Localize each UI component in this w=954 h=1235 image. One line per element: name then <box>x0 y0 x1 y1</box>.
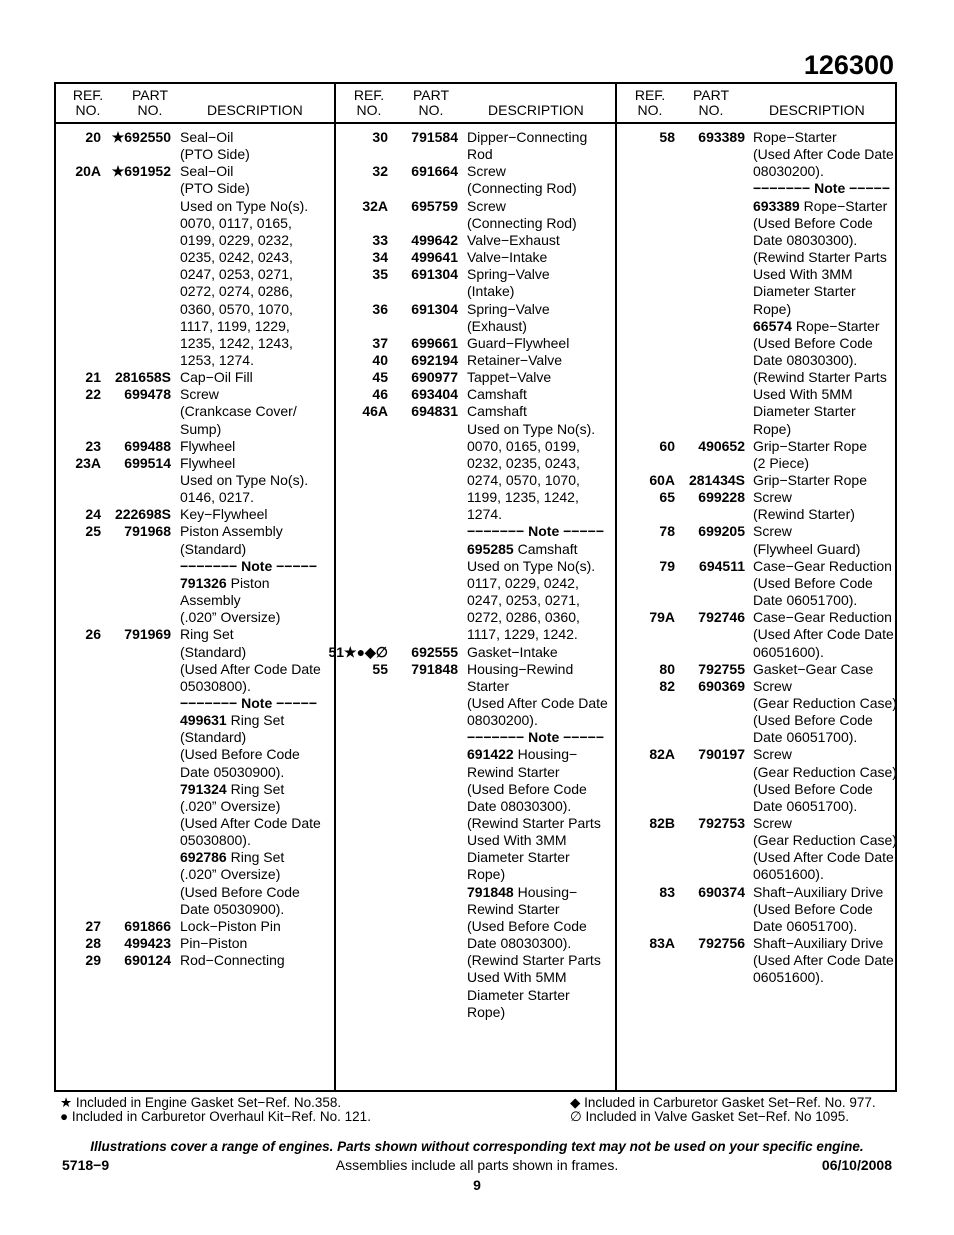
part-description-line: 05030800). <box>180 677 251 694</box>
part-description-line: Used on Type No(s). <box>180 197 309 214</box>
part-description-line: Valve−Exhaust <box>467 231 560 248</box>
part-description-line: 08030200). <box>753 163 824 180</box>
part-description-line: (Used After Code Date <box>180 660 321 677</box>
part-description-line: (.020” Oversize) <box>180 866 281 883</box>
part-description-line: 791326 Piston <box>180 574 270 591</box>
part-description-line: −−−−−−− Note −−−−− <box>753 180 890 197</box>
ref-number: 29 <box>85 952 101 969</box>
part-description-line: Gasket−Gear Case <box>753 660 874 677</box>
part-description-line: (Used After Code Date <box>753 626 894 643</box>
part-description-line: (Flywheel Guard) <box>753 540 861 557</box>
part-description-line: Flywheel <box>180 454 236 471</box>
part-description-line: 791848 Housing− <box>467 883 578 900</box>
part-description-line: (.020” Oversize) <box>180 797 281 814</box>
part-number: 691304 <box>411 266 458 283</box>
legend-diamond: ◆ Included in Carburetor Gasket Set−Ref. No. 977. <box>570 1095 876 1110</box>
part-description-line: 0247, 0253, 0271, <box>467 592 580 609</box>
part-description-line: Screw <box>180 386 219 403</box>
part-description-line: (Connecting Rod) <box>467 214 577 231</box>
part-description-line: Used With 5MM <box>467 969 567 986</box>
part-description-line: Diameter Starter <box>753 403 856 420</box>
part-description-line: Screw <box>467 163 506 180</box>
ref-number: 32A <box>362 197 388 214</box>
part-description-line: (Used After Code Date <box>753 952 894 969</box>
part-description-line: Rewind Starter <box>467 763 560 780</box>
part-number: 692194 <box>411 351 458 368</box>
part-description-line: Date 06051700). <box>753 917 858 934</box>
part-description-line: 791324 Ring Set <box>180 780 285 797</box>
part-number: ★691952 <box>111 163 171 180</box>
part-description-line: (Rewind Starter Parts <box>753 369 887 386</box>
part-description-line: Case−Gear Reduction <box>753 557 892 574</box>
part-description-line: Used on Type No(s). <box>467 420 596 437</box>
part-number: 690977 <box>411 369 458 386</box>
part-description-line: (Connecting Rod) <box>467 180 577 197</box>
part-description-line: Spring−Valve <box>467 266 550 283</box>
part-description-line: Valve−Intake <box>467 249 548 266</box>
part-description-line: Screw <box>467 197 506 214</box>
part-description-line: (Used Before Code <box>753 780 873 797</box>
assemblies-note: Assemblies include all parts shown in frames. <box>335 1157 619 1173</box>
part-description-line: 0070, 0117, 0165, <box>180 214 292 231</box>
part-number: 699514 <box>124 454 171 471</box>
part-description-line: (PTO Side) <box>180 146 250 163</box>
ref-number: 60 <box>659 437 675 454</box>
part-description-line: (Used Before Code <box>753 574 873 591</box>
part-description-line: Used With 3MM <box>753 266 853 283</box>
part-description-line: −−−−−−− Note −−−−− <box>180 557 317 574</box>
part-description-line: Flywheel <box>180 437 236 454</box>
part-description-line: (Rewind Starter Parts <box>467 952 601 969</box>
disclaimer: Illustrations cover a range of engines. Parts shown without corresponding text may not be used on your specific engine. <box>90 1139 864 1154</box>
ref-number: 78 <box>659 523 675 540</box>
ref-number: 80 <box>659 660 675 677</box>
part-description-line: 0360, 0570, 1070, <box>180 300 293 317</box>
ref-number: 45 <box>372 369 388 386</box>
ref-number: 60A <box>649 472 675 488</box>
part-number: 792746 <box>698 609 745 626</box>
part-description-line: Camshaft <box>467 403 527 420</box>
part-number: 693404 <box>411 386 458 403</box>
part-description-line: Date 06051700). <box>753 729 858 746</box>
part-description-line: Housing−Rewind <box>467 660 574 677</box>
part-description-line: Piston Assembly <box>180 523 283 540</box>
part-description-line: 1274. <box>467 506 503 523</box>
part-number: 699488 <box>124 437 171 454</box>
header-part-no: PART NO. <box>692 87 730 118</box>
ref-number: 24 <box>85 506 101 523</box>
part-description-line: Key−Flywheel <box>180 506 268 523</box>
part-number: 792756 <box>698 935 745 952</box>
part-description-line: (Standard) <box>180 540 247 557</box>
ref-number: 28 <box>85 935 101 952</box>
part-number: ★692550 <box>111 129 171 145</box>
part-description-line: 1199, 1235, 1242, <box>467 489 579 506</box>
part-description-line: (Standard) <box>180 643 247 660</box>
ref-number: 20 <box>85 129 101 145</box>
part-description-line: 06051600). <box>753 866 824 883</box>
part-description-line: Rope−Starter <box>753 129 837 145</box>
header-ref-no: REF. NO. <box>353 87 385 118</box>
part-description-line: 692786 Ring Set <box>180 849 285 866</box>
part-description-line: Rod−Connecting <box>180 952 285 969</box>
part-description-line: Starter <box>467 677 510 694</box>
part-description-line: 05030800). <box>180 832 251 849</box>
part-number: 281434S <box>688 472 745 488</box>
part-description-line: (Used After Code Date <box>467 694 608 711</box>
part-description-line: Date 08030300). <box>467 935 572 952</box>
ref-number: 65 <box>659 489 675 506</box>
part-description-line: 0232, 0235, 0243, <box>467 454 580 471</box>
part-description-line: (Gear Reduction Case) <box>753 763 897 780</box>
part-description-line: 0235, 0242, 0243, <box>180 249 293 266</box>
ref-number: 25 <box>85 523 101 540</box>
part-description-line: Screw <box>753 815 792 831</box>
part-description-line: Diameter Starter <box>467 849 570 866</box>
part-description-line: Rope) <box>753 420 792 437</box>
legend-star: ★ Included in Engine Gasket Set−Ref. No.358. <box>60 1095 342 1110</box>
part-description-line: 693389 Rope−Starter <box>753 197 888 214</box>
ref-number: 82A <box>649 746 675 763</box>
part-description-line: 06051600). <box>753 643 824 660</box>
ref-number: 40 <box>372 351 388 368</box>
part-description-line: Sump) <box>180 420 222 437</box>
part-description-line: Rod <box>467 146 493 163</box>
part-description-line: Screw <box>753 489 792 506</box>
part-description-line: 0272, 0286, 0360, <box>467 609 580 626</box>
part-description-line: Rewind Starter <box>467 900 560 917</box>
part-number: 790197 <box>698 746 745 763</box>
ref-number: 55 <box>372 660 388 677</box>
part-description-line: Assembly <box>180 592 241 609</box>
ref-number: 32 <box>372 163 388 180</box>
part-description-line: Used on Type No(s). <box>467 557 596 574</box>
ref-number: 83A <box>649 935 675 952</box>
part-description-line: (2 Piece) <box>753 454 810 471</box>
part-description-line: 08030200). <box>467 712 538 729</box>
part-description-line: (Gear Reduction Case) <box>753 832 897 849</box>
part-description-line: (Rewind Starter Parts <box>467 815 601 831</box>
part-number: 791969 <box>124 626 171 643</box>
part-description-line: Rope) <box>467 1003 506 1020</box>
part-number: 691866 <box>124 917 171 934</box>
part-number: 490652 <box>698 437 745 454</box>
part-description-line: 0199, 0229, 0232, <box>180 231 293 248</box>
part-description-line: 695285 Camshaft <box>467 540 578 557</box>
part-description-line: (Used After Code Date <box>753 849 894 866</box>
part-description-line: (Used Before Code <box>180 746 300 763</box>
part-description-line: Lock−Piston Pin <box>180 917 281 934</box>
part-number: 691304 <box>411 300 458 317</box>
part-description-line: Rope) <box>753 300 792 317</box>
part-number: 694831 <box>411 403 458 420</box>
part-description-line: (Used After Code Date <box>753 146 894 163</box>
part-description-line: −−−−−−− Note −−−−− <box>467 729 604 746</box>
part-number: 695759 <box>411 197 458 214</box>
ref-number: 27 <box>85 917 101 934</box>
part-description-line: Date 05030900). <box>180 900 285 917</box>
model-number: 126300 <box>803 50 894 80</box>
part-description-line: (Used Before Code <box>753 214 873 231</box>
part-description-line: (Crankcase Cover/ <box>180 403 297 420</box>
ref-number: 79A <box>649 609 675 626</box>
ref-number: 21 <box>85 369 101 386</box>
part-number: 699205 <box>698 523 745 540</box>
part-description-line: Gasket−Intake <box>467 643 558 660</box>
legend-empty-set: ∅ Included in Valve Gasket Set−Ref. No 1095. <box>570 1109 850 1124</box>
part-number: 791848 <box>411 660 458 677</box>
part-number: 499423 <box>124 935 171 952</box>
ref-number: 82B <box>649 815 675 831</box>
ref-number: 58 <box>659 129 675 145</box>
doc-number: 5718−9 <box>62 1157 110 1173</box>
part-description-line: 499631 Ring Set <box>180 712 285 729</box>
part-description-line: (PTO Side) <box>180 180 250 197</box>
part-number: 791584 <box>411 129 458 145</box>
part-description-line: Guard−Flywheel <box>467 334 570 351</box>
part-description-line: Pin−Piston <box>180 935 248 952</box>
part-description-line: Grip−Starter Rope <box>753 472 867 488</box>
header-part-no: PART NO. <box>131 87 169 118</box>
header-description: DESCRIPTION <box>488 102 584 118</box>
part-description-line: (Used Before Code <box>467 917 587 934</box>
part-number: 690369 <box>698 677 745 694</box>
part-description-line: Screw <box>753 677 792 694</box>
part-description-line: −−−−−−− Note −−−−− <box>180 694 317 711</box>
part-description-line: 691422 Housing− <box>467 746 578 763</box>
ref-number: 23 <box>85 437 101 454</box>
part-description-line: Cap−Oil Fill <box>180 369 253 386</box>
part-number: 792753 <box>698 815 745 831</box>
part-description-line: 0272, 0274, 0286, <box>180 283 293 300</box>
part-description-line: (Used Before Code <box>753 712 873 729</box>
part-description-line: (Used Before Code <box>467 780 587 797</box>
part-description-line: (Gear Reduction Case) <box>753 694 897 711</box>
part-description-line: (Exhaust) <box>467 317 527 334</box>
part-description-line: Dipper−Connecting <box>467 129 588 145</box>
part-description-line: (Standard) <box>180 729 247 746</box>
part-description-line: Shaft−Auxiliary Drive <box>753 883 884 900</box>
part-description-line: Date 08030300). <box>753 351 858 368</box>
part-description-line: Case−Gear Reduction <box>753 609 892 626</box>
part-description-line: 1117, 1199, 1229, <box>180 317 290 334</box>
part-description-line: Tappet−Valve <box>467 369 552 386</box>
page-number: 9 <box>473 1177 481 1193</box>
part-description-line: Diameter Starter <box>467 986 570 1003</box>
part-description-line: Shaft−Auxiliary Drive <box>753 935 884 952</box>
part-description-line: 0070, 0165, 0199, <box>467 437 580 454</box>
ref-number: 33 <box>372 231 388 248</box>
part-description-line: Grip−Starter Rope <box>753 437 867 454</box>
ref-number: 46A <box>362 403 388 420</box>
part-number: 690124 <box>124 952 171 969</box>
legend-dot: ● Included in Carburetor Overhaul Kit−Ref. No. 121. <box>60 1109 371 1124</box>
part-description-line: Date 05030900). <box>180 763 285 780</box>
ref-number: 46 <box>372 386 388 403</box>
part-description-line: (Rewind Starter Parts <box>753 249 887 266</box>
ref-number: 34 <box>372 249 388 266</box>
ref-number: 83 <box>659 883 675 900</box>
part-number: 693389 <box>698 129 745 145</box>
part-description-line: Date 08030300). <box>753 231 858 248</box>
part-description-line: Used With 5MM <box>753 386 853 403</box>
part-description-line: 06051600). <box>753 969 824 986</box>
part-description-line: Ring Set <box>180 626 234 643</box>
part-number: 222698S <box>114 506 171 523</box>
ref-number: 35 <box>372 266 388 283</box>
part-description-line: Seal−Oil <box>180 129 234 145</box>
part-description-line: Date 06051700). <box>753 797 858 814</box>
part-description-line: Date 06051700). <box>753 592 858 609</box>
part-number: 791968 <box>124 523 171 540</box>
part-description-line: 66574 Rope−Starter <box>753 317 880 334</box>
part-description-line: Retainer−Valve <box>467 351 563 368</box>
part-description-line: (Intake) <box>467 283 515 300</box>
part-number: 699661 <box>411 334 458 351</box>
part-number: 690374 <box>698 883 745 900</box>
ref-number: 37 <box>372 334 388 351</box>
part-description-line: −−−−−−− Note −−−−− <box>467 523 604 540</box>
part-description-line: (Used Before Code <box>180 883 300 900</box>
part-description-line: Date 08030300). <box>467 797 572 814</box>
part-number: 691664 <box>411 163 458 180</box>
table-right-border <box>895 82 897 1092</box>
ref-number: 82 <box>659 677 675 694</box>
header-description: DESCRIPTION <box>207 102 303 118</box>
ref-number: 30 <box>372 129 388 145</box>
ref-number: 26 <box>85 626 101 643</box>
ref-number: 51★●◆∅ <box>328 643 388 660</box>
part-description-line: (.020” Oversize) <box>180 609 281 626</box>
header-divider <box>54 122 897 124</box>
part-description-line: Spring−Valve <box>467 300 550 317</box>
header-description: DESCRIPTION <box>769 102 865 118</box>
part-number: 694511 <box>699 557 745 574</box>
part-description-line: 1253, 1274. <box>180 351 254 368</box>
ref-number: 79 <box>659 557 675 574</box>
part-description-line: (Used Before Code <box>753 334 873 351</box>
part-description-line: 0117, 0229, 0242, <box>467 574 579 591</box>
ref-number: 22 <box>85 386 101 403</box>
ref-number: 23A <box>75 454 101 471</box>
part-description-line: 0146, 0217. <box>180 489 254 506</box>
part-description-line: Diameter Starter <box>753 283 856 300</box>
part-description-line: Used on Type No(s). <box>180 472 309 488</box>
part-description-line: Rope) <box>467 866 506 883</box>
doc-date: 06/10/2008 <box>821 1157 892 1173</box>
part-description-line: 0247, 0253, 0271, <box>180 266 293 283</box>
part-number: 499641 <box>411 249 458 266</box>
part-number: 692555 <box>411 643 458 660</box>
part-description-line: Screw <box>753 746 792 763</box>
part-description-line: 1117, 1229, 1242. <box>467 626 578 643</box>
header-ref-no: REF. NO. <box>634 87 666 118</box>
part-description-line: (Used After Code Date <box>180 815 321 831</box>
part-number: 699228 <box>698 489 745 506</box>
ref-number: 20A <box>75 163 101 180</box>
part-description-line: 0274, 0570, 1070, <box>467 472 580 488</box>
part-number: 281658S <box>114 369 171 386</box>
part-description-line: Used With 3MM <box>467 832 567 849</box>
part-description-line: Seal−Oil <box>180 163 234 180</box>
header-ref-no: REF. NO. <box>72 87 104 118</box>
part-description-line: Camshaft <box>467 386 527 403</box>
part-number: 699478 <box>124 386 171 403</box>
ref-number: 36 <box>372 300 388 317</box>
part-number: 499642 <box>411 231 458 248</box>
part-number: 792755 <box>698 660 745 677</box>
part-description-line: (Used Before Code <box>753 900 873 917</box>
part-description-line: Screw <box>753 523 792 540</box>
header-part-no: PART NO. <box>412 87 450 118</box>
part-description-line: 1235, 1242, 1243, <box>180 334 293 351</box>
part-description-line: (Rewind Starter) <box>753 506 855 523</box>
